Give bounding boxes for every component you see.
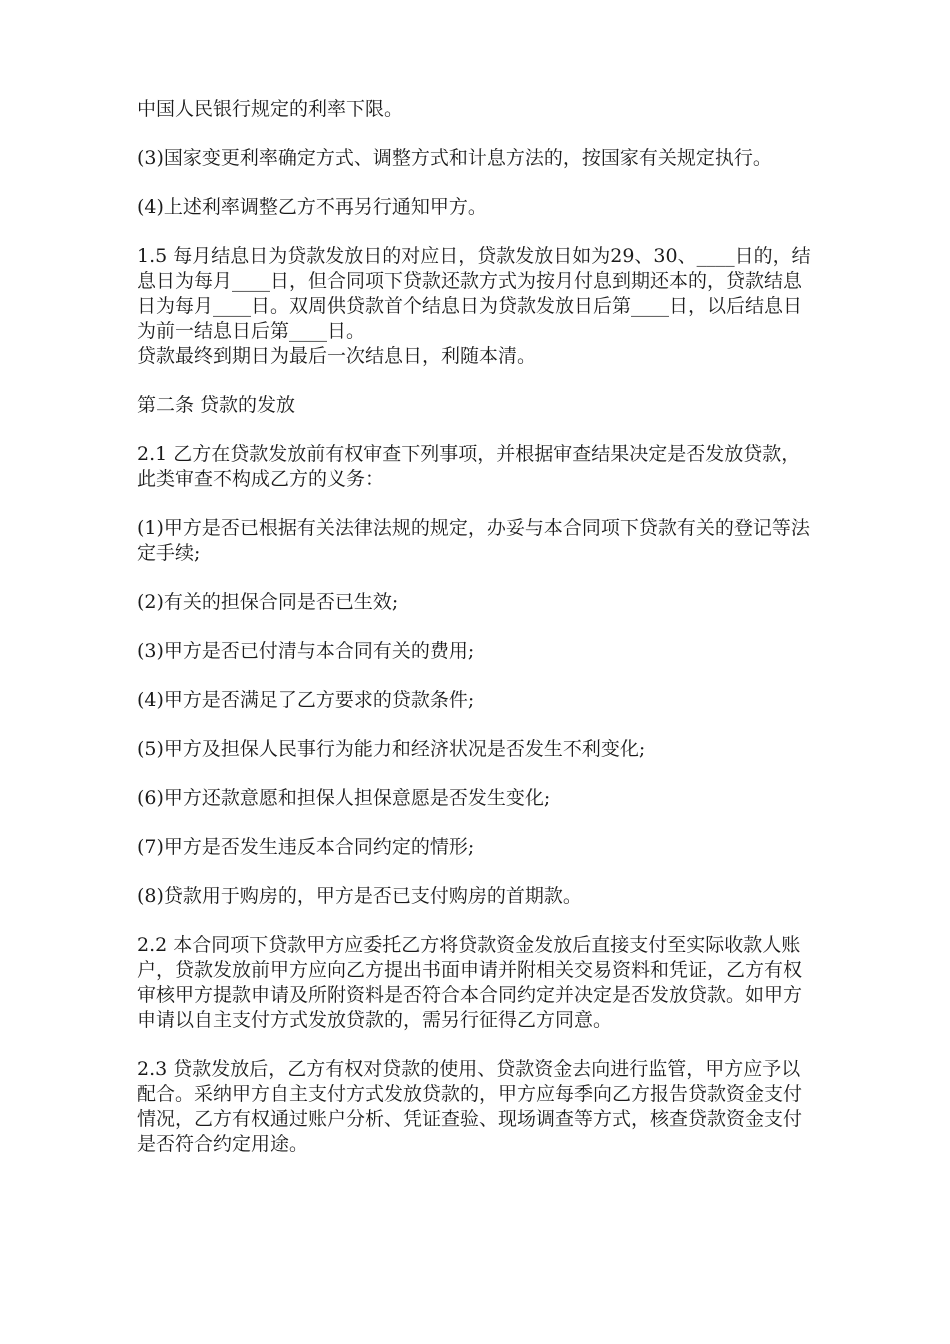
paragraph-2-2: 2.2 本合同项下贷款甲方应委托乙方将贷款资金发放后直接支付至实际收款人账户，贷款发放前甲方应向乙方提出书面申请并附相关交易资料和凭证，乙方有权审核甲方提款申请及所附资料是否符合本合同约定并决定是否发放贷款。如甲方申请以自主支付方式发放贷款的，需另行征得乙方同意。 bbox=[137, 934, 803, 1031]
paragraph-1-5: 1.5 每月结息日为贷款发放日的对应日，贷款发放日如为29、30、____日的，结息日为每月____日，但合同项下贷款还款方式为按月付息到期还本的，贷款结息日为每月____日。双周供贷款首个结息日为贷款发放日后第____日，以后结息日为前一结息日后第____日。 bbox=[137, 245, 811, 342]
list-item: (6)甲方还款意愿和担保人担保意愿是否发生变化; bbox=[137, 787, 551, 809]
list-item: (4)甲方是否满足了乙方要求的贷款条件; bbox=[137, 689, 475, 711]
list-item: (2)有关的担保合同是否已生效; bbox=[137, 591, 399, 613]
list-item: (1)甲方是否已根据有关法律法规的规定，办妥与本合同项下贷款有关的登记等法定手续; bbox=[137, 517, 810, 564]
list-item: (7)甲方是否发生违反本合同约定的情形; bbox=[137, 836, 475, 858]
list-item: (8)贷款用于购房的，甲方是否已支付购房的首期款。 bbox=[137, 885, 582, 907]
paragraph: (4)上述利率调整乙方不再另行通知甲方。 bbox=[137, 196, 487, 218]
paragraph: 中国人民银行规定的利率下限。 bbox=[137, 98, 404, 120]
paragraph-2-1: 2.1 乙方在贷款发放前有权审查下列事项，并根据审查结果决定是否发放贷款，此类审查不构成乙方的义务： bbox=[137, 443, 801, 490]
paragraph-2-3: 2.3 贷款发放后，乙方有权对贷款的使用、贷款资金去向进行监管，甲方应予以配合。采纳甲方自主支付方式发放贷款的，甲方应每季向乙方报告贷款资金支付情况，乙方有权通过账户分析、凭证查验、现场调查等方式，核查贷款资金支付是否符合约定用途。 bbox=[137, 1058, 803, 1155]
list-item: (5)甲方及担保人民事行为能力和经济状况是否发生不利变化; bbox=[137, 738, 646, 760]
document-body bbox=[137, 97, 817, 1181]
paragraph: 贷款最终到期日为最后一次结息日，利随本清。 bbox=[137, 345, 537, 367]
section-heading: 第二条 贷款的发放 bbox=[137, 394, 296, 416]
list-item: (3)甲方是否已付清与本合同有关的费用; bbox=[137, 640, 475, 662]
paragraph: (3)国家变更利率确定方式、调整方式和计息方法的，按国家有关规定执行。 bbox=[137, 147, 772, 169]
